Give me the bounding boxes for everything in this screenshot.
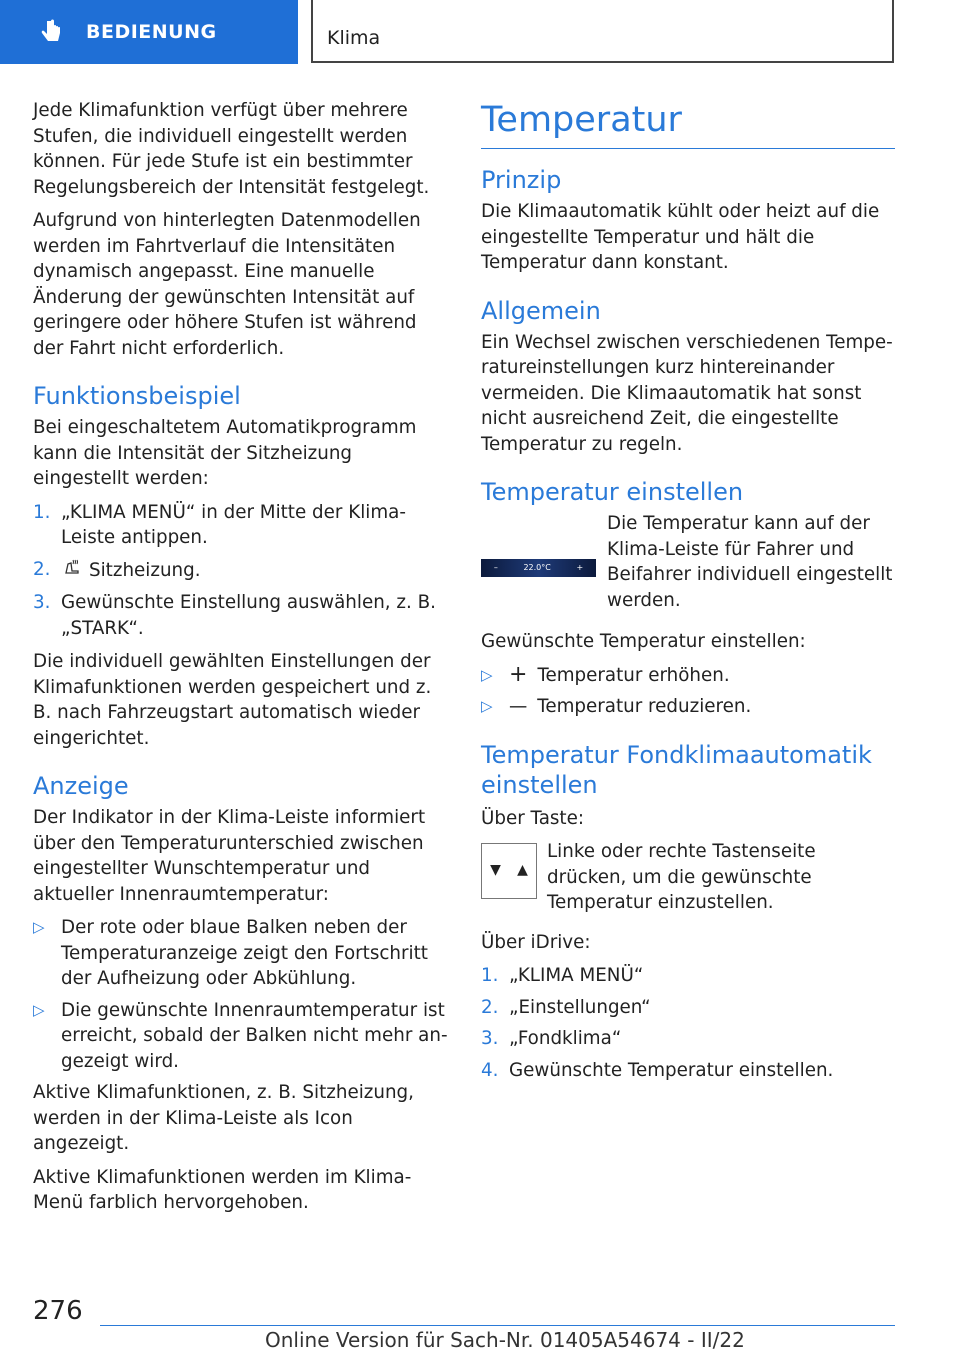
temp-bullet-list	[481, 663, 895, 720]
list-item: 3. „Fondklima“	[481, 1028, 622, 1049]
heading-temperatur: Temperatur	[481, 98, 895, 149]
triangle-bullet-icon: ▷	[33, 1000, 45, 1019]
list-item: ▷ — Temperatur reduzieren.	[481, 694, 895, 720]
heading-anzeige: Anzeige	[33, 772, 129, 800]
seat-heating-icon	[61, 557, 81, 585]
chapter-tab	[311, 0, 894, 63]
paragraph: Aufgrund von hinterlegten Datenmodellen werden im Fahrtverlauf die Intensitäten dynamisch angepasst. Eine manuelle Änderung der gewünschten Intensität auf geringere oder höhere Stufen ist während der Fahrt nicht erforderlich.	[33, 210, 421, 359]
paragraph: Die Temperatur kann auf der Klima-Leiste für Fahrer und Beifahrer individuell eingestellt werden.	[607, 513, 893, 611]
paragraph: Der Indikator in der Klima-Leiste informiert über den Temperaturunterschied zwischen eingestellter Wunschtemperatur und aktueller Innenraumtemperatur:	[33, 807, 426, 905]
list-item: ▷ Der rote oder blaue Balken neben der Temperaturanzeige zeigt den Fortschritt der Aufheizung oder Abkühlung.	[33, 915, 448, 992]
list-item: ▷ + Temperatur erhöhen.	[481, 661, 730, 687]
right-column	[481, 98, 895, 1091]
list-item: 2. Sitzheizung.	[33, 557, 448, 585]
bullet-list	[33, 915, 448, 1074]
button-figure	[481, 839, 895, 916]
paragraph: Die individuell gewählten Einstellungen der Klimafunktionen werden gespeichert und z. B. nach Fahrzeugstart automatisch wieder eingerichtet.	[33, 651, 432, 749]
minus-icon: —	[509, 696, 528, 717]
temperature-figure	[481, 511, 895, 613]
chapter-title: Klima	[327, 27, 381, 49]
footer-text: Online Version für Sach-Nr. 01405A54674 - II/22	[265, 1328, 745, 1352]
paragraph: Ein Wechsel zwischen verschiedenen Temperatureinstellungen kurz hintereinander vermeiden. Die Klimaautomatik hat sonst nicht ausreichend Zeit, die eingestellte Temperatur zu regeln.	[481, 331, 893, 455]
plus-icon: +	[509, 661, 528, 687]
paragraph: Gewünschte Temperatur einstellen:	[481, 631, 806, 652]
hand-pointer-icon	[36, 17, 66, 47]
section-tab	[0, 0, 298, 64]
paragraph: Linke oder rechte Tastenseite drücken, um die gewünschte Temperatur einzustellen.	[547, 841, 816, 913]
rocker-button-image	[481, 843, 537, 899]
paragraph: Die Klimaautomatik kühlt oder heizt auf die eingestellte Temperatur und hält die Temperatur dann konstant.	[481, 201, 880, 273]
section-title: BEDIENUNG	[86, 21, 217, 43]
arrow-down-icon: ▼	[490, 862, 501, 879]
arrow-up-icon: ▲	[517, 862, 528, 879]
paragraph: Über iDrive:	[481, 931, 591, 953]
heading-prinzip: Prinzip	[481, 166, 562, 194]
paragraph: Jede Klimafunktion verfügt über mehrere Stufen, die individuell eingestellt werden können. Für jede Stufe ist ein bestimmter Regelungsbereich der Intensität festgelegt.	[33, 100, 430, 198]
list-item: ▷ Die gewünschte Innenraumtemperatur ist erreicht, sobald der Balken nicht mehr angezeigt wird.	[33, 998, 448, 1075]
list-item: 1. „KLIMA MENÜ“	[481, 965, 644, 986]
list-item: 3. Gewünschte Einstellung auswählen, z. B. „STARK“.	[33, 592, 436, 639]
list-item: 2. „Einstellungen“	[481, 996, 651, 1018]
left-column	[33, 98, 448, 1224]
steps-list	[33, 500, 448, 642]
climate-bar-image: – 22.0°C +	[481, 559, 596, 577]
footer-rule	[100, 1325, 895, 1326]
paragraph: Aktive Klimafunktionen, z. B. Sitzheizung, werden in der Klima-Leiste als Icon angezeigt.	[33, 1082, 414, 1154]
paragraph: Bei eingeschaltetem Automatikprogramm kann die Intensität der Sitzheizung eingestellt werden:	[33, 417, 417, 489]
page-number: 276	[33, 1296, 83, 1326]
triangle-bullet-icon: ▷	[481, 665, 493, 684]
heading-allgemein: Allgemein	[481, 296, 601, 325]
triangle-bullet-icon: ▷	[33, 918, 45, 936]
heading-temperatur-einstellen: Temperatur einstellen	[481, 478, 744, 506]
list-item: 4. Gewünschte Temperatur einstellen.	[481, 1059, 834, 1081]
heading-funktionsbeispiel: Funktionsbeispiel	[33, 382, 241, 410]
heading-fondklima: Temperatur Fondklimaautomatik einstellen	[481, 740, 872, 799]
paragraph: Aktive Klimafunktionen werden im Klima-Menü farblich hervorgehoben.	[33, 1166, 412, 1213]
list-item: 1. „KLIMA MENÜ“ in der Mitte der Klima-Leiste antippen.	[33, 501, 406, 548]
triangle-bullet-icon: ▷	[481, 697, 493, 715]
idrive-steps-list	[481, 963, 895, 1083]
paragraph: Über Taste:	[481, 807, 585, 829]
